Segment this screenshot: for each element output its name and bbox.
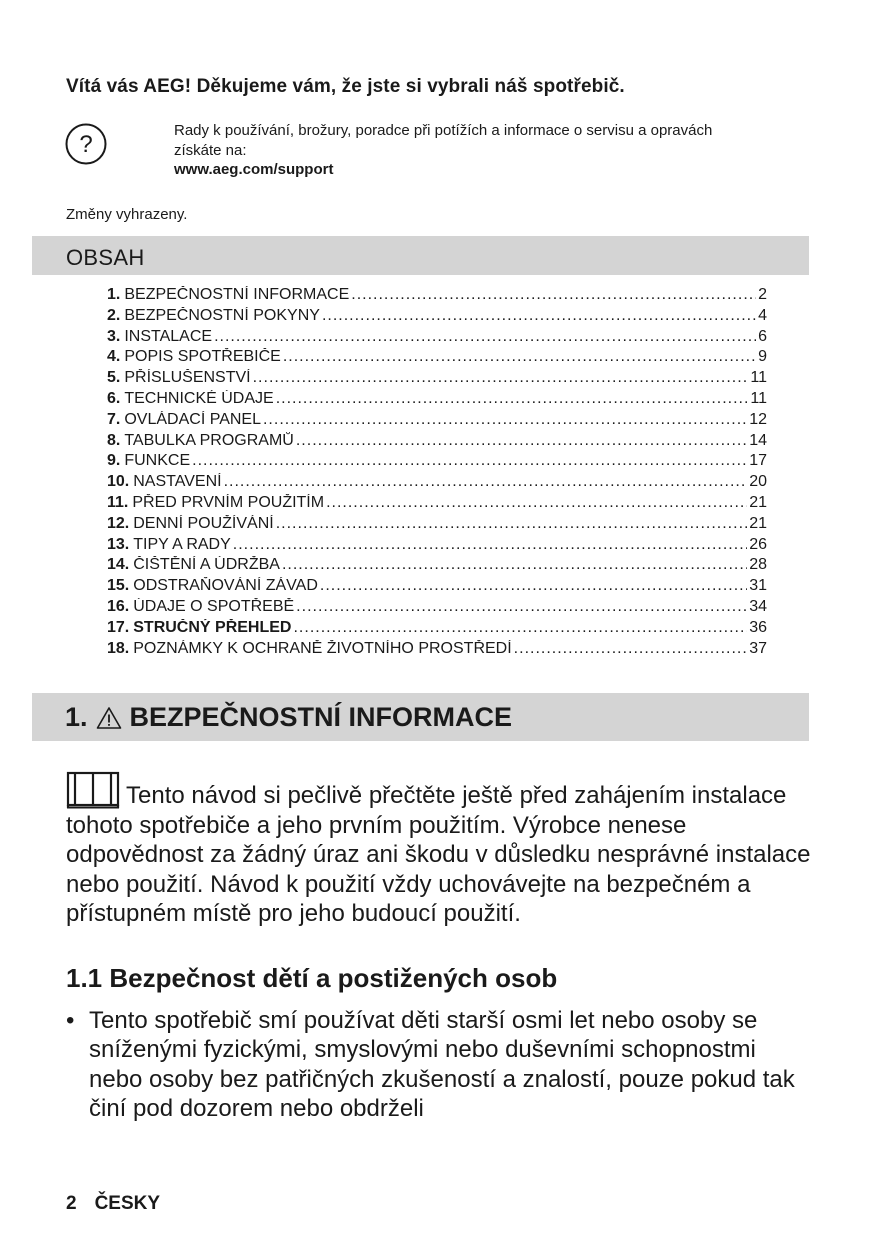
toc-leader-dots	[293, 619, 747, 637]
toc-entry-page: 2	[758, 286, 767, 303]
svg-text:?: ?	[79, 131, 93, 158]
page-footer	[66, 1193, 160, 1215]
toc-entry-title: POPIS SPOTŘEBIČE	[124, 348, 281, 366]
toc-entry-page: 6	[758, 327, 767, 345]
toc-entry-page: 11	[750, 389, 767, 407]
toc-entry-title: ÚDAJE O SPOTŘEBĚ	[133, 597, 295, 615]
toc-entry-number: 4.	[107, 348, 121, 366]
toc-entry-title: FUNKCE	[124, 452, 191, 470]
toc-entry-number: 14.	[107, 556, 130, 574]
toc-entry-number: 17.	[107, 618, 130, 636]
contents-heading: OBSAH	[66, 245, 145, 270]
toc-entry-page: 4	[758, 306, 767, 324]
toc-entry[interactable]	[107, 369, 767, 390]
toc-entry-page: 21	[749, 493, 767, 511]
toc-entry-number: 3.	[107, 327, 121, 345]
toc-leader-dots	[192, 452, 747, 470]
toc-entry-page: 28	[749, 556, 767, 574]
toc-entry-title: PŘÍSLUŠENSTVÍ	[124, 369, 251, 387]
toc-entry[interactable]	[107, 452, 767, 473]
toc-entry[interactable]	[107, 348, 767, 369]
support-url-link[interactable]: www.aeg.com/support	[174, 161, 334, 178]
toc-entry-title: POZNÁMKY K OCHRANĚ ŽIVOTNÍHO PROSTŘEDÍ	[133, 639, 512, 657]
toc-entry-title: ČIŠTĚNÍ A ÚDRŽBA	[133, 556, 280, 574]
toc-entry-title: STRUČNÝ PŘEHLED	[133, 618, 292, 636]
toc-entry-title: BEZPEČNOSTNÍ INFORMACE	[124, 286, 350, 303]
toc-entry-number: 8.	[107, 431, 121, 449]
toc-entry-number: 11.	[107, 493, 129, 511]
toc-entry[interactable]	[107, 577, 767, 598]
toc-entry[interactable]	[107, 494, 767, 515]
toc-entry-page: 31	[749, 577, 767, 595]
toc-entry-number: 5.	[107, 369, 121, 387]
language-label: ČESKY	[94, 1193, 161, 1214]
toc-entry[interactable]	[107, 619, 767, 640]
support-text-line1: Rady k používání, brožury, poradce při potížích a informace o servisu a opravách	[174, 122, 713, 139]
toc-entry-title: BEZPEČNOSTNÍ POKYNY	[124, 306, 320, 324]
intro-paragraph	[66, 771, 826, 929]
toc-entry-page: 14	[749, 431, 767, 449]
toc-entry-title: PŘED PRVNÍM POUŽITÍM	[132, 493, 325, 511]
toc-entry[interactable]	[107, 286, 767, 307]
toc-leader-dots	[514, 640, 748, 658]
toc-leader-dots	[283, 348, 756, 366]
changes-reserved-note: Změny vyhrazeny.	[66, 206, 188, 223]
toc-entry-number: 12.	[107, 514, 130, 532]
toc-entry-number: 15.	[107, 577, 130, 595]
toc-leader-dots	[296, 432, 747, 450]
toc-leader-dots	[276, 515, 747, 533]
list-item	[66, 1006, 826, 1123]
toc-leader-dots	[263, 411, 747, 429]
bullet-marker: •	[66, 1007, 75, 1034]
intro-text: Tento návod si pečlivě přečtěte ještě před zahájením instalace tohoto spotřebiče a jeho prvním použitím. Výrobce nenese odpovědnost za žádný úraz ani škodu v důsledku nesprávné instalace nebo použití. Návod k použití vždy uchovávejte na bezpečném a přístupném místě pro jeho budoucí použití.	[66, 782, 811, 928]
toc-entry-page: 12	[749, 410, 767, 428]
toc-leader-dots	[326, 494, 747, 512]
toc-entry-page: 21	[749, 514, 767, 532]
toc-entry-number: 1.	[107, 286, 121, 303]
table-of-contents	[107, 286, 767, 660]
toc-entry[interactable]	[107, 307, 767, 328]
toc-entry[interactable]	[107, 515, 767, 536]
toc-entry-page: 36	[749, 618, 767, 636]
toc-leader-dots	[322, 307, 756, 325]
toc-entry[interactable]	[107, 328, 767, 349]
toc-entry[interactable]	[107, 640, 767, 661]
toc-entry-page: 34	[749, 597, 767, 615]
toc-entry-title: DENNÍ POUŽÍVÁNÍ	[133, 514, 274, 532]
toc-entry[interactable]	[107, 473, 767, 494]
toc-leader-dots	[320, 577, 747, 595]
toc-entry-number: 16.	[107, 597, 130, 615]
toc-entry-number: 10.	[107, 473, 130, 491]
toc-entry[interactable]	[107, 390, 767, 411]
toc-entry-page: 17	[749, 452, 767, 470]
contents-heading-band	[32, 236, 809, 275]
toc-entry[interactable]	[107, 598, 767, 619]
toc-entry-number: 2.	[107, 306, 121, 324]
toc-leader-dots	[351, 286, 756, 304]
toc-leader-dots	[253, 369, 749, 387]
toc-entry-page: 9	[758, 348, 767, 366]
toc-entry-title: ODSTRAŇOVÁNÍ ZÁVAD	[133, 577, 318, 595]
toc-entry-number: 7.	[107, 410, 121, 428]
toc-entry-title: TABULKA PROGRAMŮ	[124, 431, 294, 449]
toc-entry-title: TIPY A RADY	[133, 535, 231, 553]
toc-entry-number: 9.	[107, 452, 121, 470]
toc-entry-title: TECHNICKÉ ÚDAJE	[124, 389, 274, 407]
toc-leader-dots	[282, 556, 747, 574]
toc-leader-dots	[214, 328, 756, 346]
toc-entry[interactable]	[107, 411, 767, 432]
toc-entry-title: INSTALACE	[124, 327, 213, 345]
toc-entry[interactable]	[107, 556, 767, 577]
section-number: 1.	[65, 702, 88, 732]
welcome-heading: Vítá vás AEG! Děkujeme vám, že jste si vybrali náš spotřebič.	[66, 76, 625, 97]
subsection-heading: 1.1 Bezpečnost dětí a postižených osob	[66, 963, 558, 993]
question-circle-icon	[65, 123, 107, 165]
bullet-text: Tento spotřebič smí používat děti starší osmi let nebo osoby se sníženými fyzickými, smyslovými nebo duševními schopnostmi nebo osoby bez patřičných zkušeností a znalostí, pouze pokud tak činí pod dozorem nebo obdrželi	[89, 1007, 795, 1122]
toc-entry-page: 26	[749, 535, 767, 553]
toc-entry-page: 37	[749, 639, 767, 657]
toc-entry-page: 20	[749, 473, 767, 491]
warning-triangle-icon	[96, 706, 122, 730]
section-title: BEZPEČNOSTNÍ INFORMACE	[129, 702, 513, 732]
toc-entry-title: NASTAVENÍ	[133, 473, 222, 491]
support-text-line2: získáte na:	[174, 141, 247, 159]
toc-entry-number: 18.	[107, 639, 130, 657]
toc-entry-number: 6.	[107, 389, 121, 407]
toc-entry-page: 11	[750, 369, 767, 387]
open-book-icon	[66, 771, 120, 809]
support-info	[174, 121, 794, 180]
toc-leader-dots	[296, 598, 747, 616]
toc-entry[interactable]	[107, 536, 767, 557]
section-heading-band	[32, 693, 809, 741]
toc-leader-dots	[233, 536, 747, 554]
page-number: 2	[66, 1193, 77, 1214]
toc-entry[interactable]	[107, 432, 767, 453]
toc-entry-number: 13.	[107, 535, 130, 553]
toc-leader-dots	[224, 473, 748, 491]
toc-leader-dots	[276, 390, 749, 408]
toc-entry-title: OVLÁDACÍ PANEL	[124, 410, 261, 428]
